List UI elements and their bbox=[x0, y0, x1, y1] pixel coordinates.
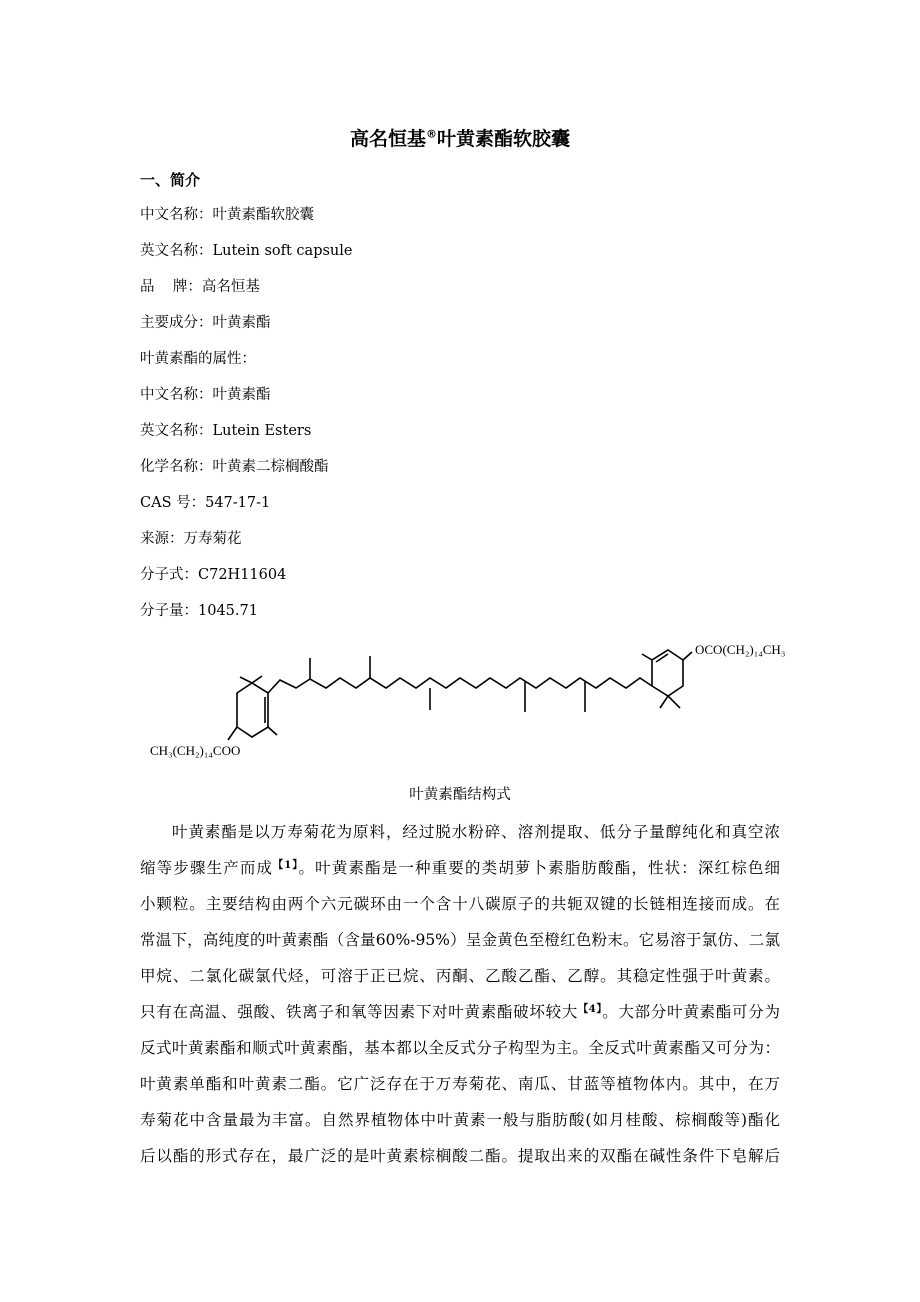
line-text: 小颗粒。主要结构由两个六元碳环由一个含十八碳原子的共轭双键的长链相连接而成。在 bbox=[140, 895, 780, 913]
right-ring bbox=[652, 650, 683, 696]
lutein-ester-structure bbox=[140, 630, 800, 770]
info-field: 化学名称：叶黄素二棕榈酸酯 bbox=[140, 459, 329, 475]
title-text: 高名恒基 bbox=[349, 128, 426, 150]
line-text: 甲烷、二氯化碳氯代烃，可溶于正已烷、丙酮、乙酸乙酯、乙醇。其稳定性强于叶黄素。 bbox=[140, 967, 780, 985]
line-text: 缩等步骤生产而成 bbox=[140, 859, 274, 877]
line-text: 后以酯的形式存在，最广泛的是叶黄素棕榈酸二酯。提取出来的双酯在碱性条件下皂解后 bbox=[140, 1147, 780, 1165]
info-field: 主要成分：叶黄素酯 bbox=[140, 315, 271, 331]
citation-ref[interactable]: 【1】 bbox=[273, 860, 299, 871]
info-field: 分子式：C72H11604 bbox=[140, 567, 287, 583]
left-ring bbox=[237, 683, 268, 737]
paragraph-line bbox=[140, 1144, 780, 1166]
paragraph-line bbox=[140, 1036, 780, 1058]
document-title bbox=[0, 124, 920, 151]
title-rest: 叶黄素酯软胶囊 bbox=[437, 128, 571, 150]
info-field: 分子量：1045.71 bbox=[140, 603, 258, 619]
paragraph-line bbox=[140, 892, 780, 914]
paragraph-line bbox=[140, 1000, 780, 1022]
paragraph-line bbox=[140, 928, 780, 950]
info-field: 中文名称：叶黄素酯软胶囊 bbox=[140, 207, 314, 223]
line-text: 只有在高温、强酸、铁离子和氧等因素下对叶黄素酯破坏较大 bbox=[140, 1003, 579, 1021]
section-heading: 一、简介 bbox=[140, 171, 201, 189]
paragraph-line bbox=[140, 1108, 780, 1130]
info-field: 来源：万寿菊花 bbox=[140, 531, 242, 547]
paragraph-line bbox=[172, 820, 780, 842]
paragraph-line bbox=[140, 1072, 780, 1094]
line-text: 常温下，高纯度的叶黄素酯（含量60%-95%）呈金黄色至橙红色粉末。它易溶于氯仿、二氯 bbox=[140, 931, 780, 949]
structure-caption: 叶黄素酯结构式 bbox=[409, 787, 511, 803]
info-field: 叶黄素酯的属性： bbox=[140, 351, 256, 367]
line-text: 。叶黄素酯是一种重要的类胡萝卜素脂肪酸酯，性状：深红棕色细 bbox=[298, 859, 780, 877]
polyene-chain bbox=[268, 678, 652, 693]
line-text: 叶黄素酯是以万寿菊花为原料，经过脱水粉碎、溶剂提取、低分子量醇纯化和真空浓 bbox=[172, 823, 780, 841]
info-field: 品 牌：高名恒基 bbox=[140, 279, 260, 295]
info-field: 中文名称：叶黄素酯 bbox=[140, 387, 271, 403]
registered-mark: ® bbox=[426, 127, 437, 141]
line-text: 寿菊花中含量最为丰富。自然界植物体中叶黄素一般与脂肪酸(如月桂酸、棕榈酸等)酯化 bbox=[140, 1111, 780, 1129]
info-field: CAS 号：547-17-1 bbox=[140, 495, 271, 511]
info-field: 英文名称：Lutein soft capsule bbox=[140, 243, 353, 259]
ester-label-left: CH₃(CH₂)₁₄COO bbox=[150, 743, 241, 758]
info-field: 英文名称：Lutein Esters bbox=[140, 423, 312, 439]
citation-ref[interactable]: 【4】 bbox=[578, 1004, 603, 1015]
paragraph-line bbox=[140, 964, 780, 986]
line-text: 。大部分叶黄素酯可分为 bbox=[602, 1003, 780, 1021]
paragraph-line bbox=[140, 856, 780, 878]
line-text: 反式叶黄素酯和顺式叶黄素酯，基本都以全反式分子构型为主。全反式叶黄素酯又可分为： bbox=[140, 1039, 780, 1057]
ester-label-right: OCO(CH₂)₁₄CH₃ bbox=[695, 642, 786, 657]
line-text: 叶黄素单酯和叶黄素二酯。它广泛存在于万寿菊花、南瓜、甘蓝等植物体内。其中，在万 bbox=[140, 1075, 780, 1093]
